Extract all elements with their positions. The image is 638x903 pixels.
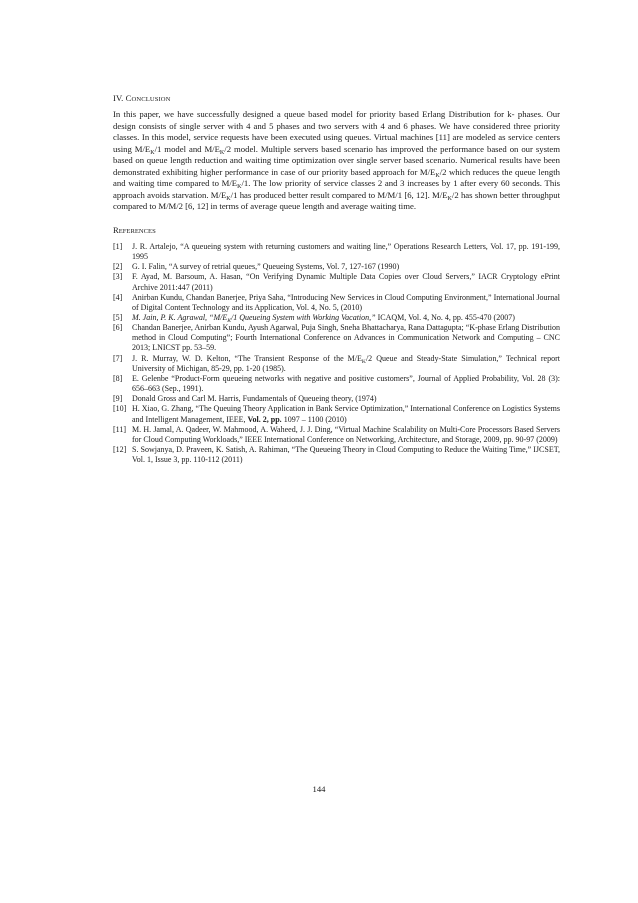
section-title-initial: C <box>125 93 132 103</box>
reference-list <box>113 242 560 465</box>
reference-item <box>113 293 560 313</box>
reference-item <box>113 262 560 272</box>
conclusion-text: /2 model. Multiple servers based scenario has improved the performance based on our system based on queue length reduction and waiting time optimization over single server based scenario. Numerical results have been demonstrated exhibiting higher performance in case of our priority based approach for M/E <box>113 143 560 177</box>
subscript: K <box>361 358 366 365</box>
reference-item <box>113 313 560 323</box>
page-number: 144 <box>312 784 326 794</box>
reference-item <box>113 374 560 394</box>
page-content <box>113 93 560 465</box>
reference-item <box>113 242 560 262</box>
conclusion-text: /1 has produced better result compared to M/M/1 [6, 12]. M/E <box>230 189 448 200</box>
reference-number: [4] <box>113 292 123 302</box>
reference-number: [9] <box>113 394 123 404</box>
conclusion-text: /2 which reduces the queue length and waiting time compared to M/E <box>113 166 561 189</box>
conclusion-text: /1 model and M/E <box>154 143 220 154</box>
reference-number: [12] <box>113 445 127 455</box>
reference-tail: 1097 – 1100 (2010) <box>281 414 347 424</box>
reference-number: [6] <box>113 323 123 333</box>
subscript: K <box>219 149 225 156</box>
reference-item <box>113 354 560 374</box>
reference-tail: /2 Queue and Steady-State Simulation,” Technical report University of Michigan, 85-29, pp. 1-20 (1985). <box>132 353 560 373</box>
reference-text <box>132 354 560 374</box>
subscript: K <box>226 195 231 202</box>
reference-text: J. R. Artalejo, “A queueing system with returning customers and waiting line,” Operations Research Letters, Vol. 17, pp. 191-199, 1995 <box>132 241 560 262</box>
reference-number: [3] <box>113 272 123 282</box>
reference-item <box>113 323 560 353</box>
conclusion-text: In this paper, we have successfully designed a queue based model for priority based Erlang Distribution for k- phases. Our design consists of single server with 4 and 5 phases and two servers with 4 and 6 phases. We have considered three priority classes. In this model, service requests have been executed using queues. Virtual machines [11] are modeled as service centers using M/E <box>113 109 560 154</box>
reference-pre: H. Xiao, G. Zhang, “The Queuing Theory Application in Bank Service Optimization,” International Conference on Logistics Systems and Intelligent Management, IEEE, <box>132 404 560 424</box>
reference-item <box>113 425 560 445</box>
reference-text: F. Ayad, M. Barsoum, A. Hasan, “On Verifying Dynamic Multiple Data Copies over Cloud Servers,” IACR Cryptology ePrint Archive 2011:447 (2011) <box>132 272 560 292</box>
reference-text: Chandan Banerjee, Anirban Kundu, Ayush Agarwal, Puja Singh, Sneha Bhattacharya, Rana Dattagupta; “K-phase Erlang Distribution method in Cloud Computing”; Fourth International Conference on Advances in Communication Network and Computing – CNC 2013; LNICST pp. 53–59. <box>132 323 560 353</box>
reference-text: M. H. Jamal, A. Qadeer, W. Mahmood, A. Waheed, J. J. Ding, “Virtual Machine Scalability on Multi-Core Processors Based Servers for Cloud Computing Workloads,” IEEE International Conference on Networking, Architecture, and Storage, 2009, pp. 90-97 (2009) <box>132 424 560 444</box>
reference-item <box>113 445 560 465</box>
reference-text <box>132 313 560 323</box>
reference-italic: M. Jain, P. K. Agrawal, “M/E <box>132 313 228 323</box>
reference-number: [1] <box>113 241 123 251</box>
section-heading <box>113 93 560 105</box>
conclusion-paragraph <box>113 109 560 213</box>
reference-italic: /1 Queueing System with Working Vacation,” <box>231 313 376 323</box>
reference-number: [10] <box>113 404 127 414</box>
reference-text: Anirban Kundu, Chandan Banerjee, Priya Saha, “Introducing New Services in Cloud Computing Environment,” International Journal of Digital Content Technology and its Application, Vol. 4, No. 5, (2010) <box>132 292 560 312</box>
reference-text: Donald Gross and Carl M. Harris, Fundamentals of Queueing theory, (1974) <box>132 394 377 404</box>
reference-pre: J. R. Murray, W. D. Kelton, “The Transient Response of the M/E <box>132 353 362 363</box>
reference-text: G. I. Falin, “A survey of retrial queues,” Queueing Systems, Vol. 7, 127-167 (1990) <box>132 262 400 272</box>
reference-item <box>113 394 560 404</box>
reference-tail: ICAQM, Vol. 4, No. 4, pp. 455-470 (2007) <box>375 313 515 323</box>
reference-item <box>113 272 560 292</box>
subscript: K <box>447 195 452 202</box>
reference-text <box>132 404 560 424</box>
reference-number: [5] <box>113 313 123 323</box>
subscript: K <box>227 318 231 325</box>
reference-number: [2] <box>113 262 123 272</box>
reference-text: E. Gelenbe “Product-Form queueing networks with negative and positive customers”, Journal of Applied Probability, Vol. 28 (3): 656–663 (Sep., 1991). <box>132 373 560 394</box>
reference-number: [8] <box>113 373 123 383</box>
reference-bold: Vol. 2, pp. <box>247 414 282 424</box>
reference-item <box>113 404 560 424</box>
subscript: K <box>237 184 242 191</box>
references-heading-rest: EFERENCES <box>118 227 156 235</box>
reference-number: [11] <box>113 424 127 434</box>
references-heading <box>113 225 560 237</box>
reference-number: [7] <box>113 353 123 363</box>
subscript: K <box>150 149 155 156</box>
references-heading-initial: R <box>113 224 119 235</box>
section-number: IV. <box>113 93 124 103</box>
conclusion-text: /1. The low priority of service classes 2 and 3 increases by 1 after every 60 seconds. This approach avoids starvation. M/E <box>113 178 560 200</box>
reference-text: S. Sowjanya, D. Praveen, K. Satish, A. Rahiman, “The Queueing Theory in Cloud Computing to Reduce the Waiting Time,” IJCSET, Vol. 1, Issue 3, pp. 110-112 (2011) <box>132 445 560 465</box>
section-title-rest: ONCLUSION <box>131 96 171 103</box>
conclusion-text: /2 has shown better throughput compared to M/M/2 [6, 12] in terms of average queue length and average waiting time. <box>113 189 560 212</box>
subscript: K <box>435 172 440 179</box>
